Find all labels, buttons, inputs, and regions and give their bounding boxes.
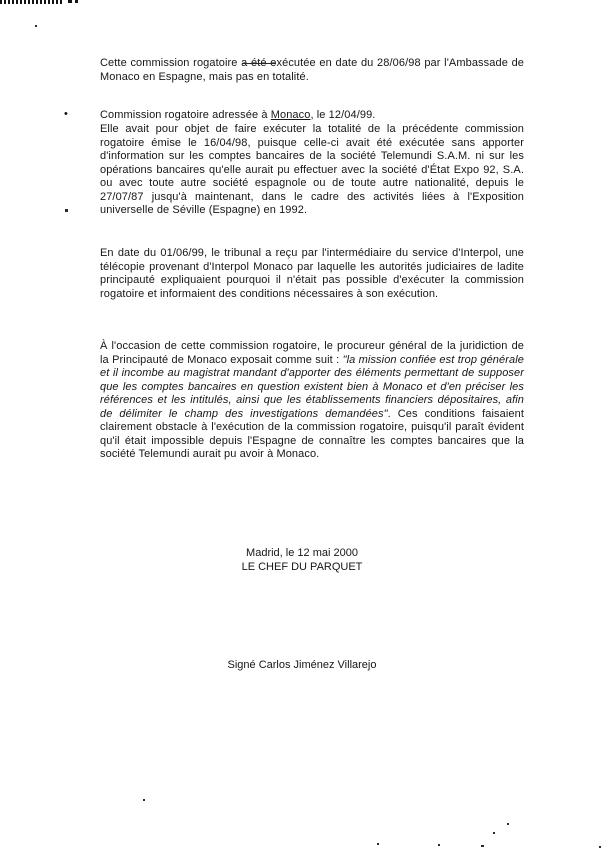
quoted-italic-text: "la mission confiée est trop générale et il incombe au magistrat mandant d'apporter des éléments permettant de supposer que les comptes bancaires en question existent bien à Monaco et d'en préciser les références et les intitulés, ainsi que les établissements financiers dépositaires, afin de délimiter le champ des investigations demandées" bbox=[100, 353, 524, 420]
dateline-block bbox=[152, 546, 452, 574]
scan-speck bbox=[377, 843, 379, 845]
paragraph-commission-object: Elle avait pour objet de faire exécuter la totalité de la précédente commission rogatoire émise le 16/04/98, puisque celle-ci avait été exécutée sans apporter d'information sur les comptes bancaires de la société Telemundi S.A.M. ni sur les opérations bancaires qu'elle aurait pu effectuer avec la société d'État Expo 92, S.A. ou avec toute autre société espagnole ou de toute autre nationalité, depuis le 27/07/87 jusqu'à maintenant, dans le cadre des activités liées à l'Exposition universelle de Séville (Espagne) en 1992. bbox=[100, 123, 524, 216]
paragraph-text: À l'occasion de cette commission rogatoire, le procureur général de la juridiction de la Principauté de Monaco exposait comme suit : bbox=[100, 340, 524, 366]
bullet-item-heading bbox=[100, 109, 524, 123]
scan-speck bbox=[65, 209, 68, 212]
signature-name-block bbox=[152, 658, 452, 672]
paragraph-interpol-fax: En date du 01/06/99, le tribunal a reçu par l'intermédiaire du service d'Interpol, une télécopie provenant d'Interpol Monaco par laquelle les autorités judiciaires de ladite principauté expliquaient pourquoi il n'était pas possible d'exécuter la commission rogatoire et informaient des conditions nécessaires à son exécution. bbox=[100, 247, 524, 300]
scan-speck bbox=[143, 799, 145, 801]
scan-artifact-dash bbox=[75, 0, 78, 3]
paragraph-execution-date bbox=[100, 57, 524, 84]
scan-speck bbox=[481, 845, 484, 847]
bullet-marker: • bbox=[64, 108, 68, 120]
scan-speck bbox=[599, 846, 601, 848]
struck-word: été bbox=[251, 57, 267, 69]
paragraph-text: exécutée en date du 28/06/98 par l'Ambassade de Monaco en Espagne, mais pas en totalité. bbox=[100, 57, 525, 83]
paragraph-procureur-quote bbox=[100, 340, 524, 462]
bullet-text: Commission rogatoire adressée à bbox=[100, 109, 271, 121]
scan-artifact-dotted-line bbox=[0, 0, 62, 4]
paragraph-text: Cette commission rogatoire a bbox=[100, 57, 252, 69]
dateline: Madrid, le 12 mai 2000 bbox=[246, 547, 358, 559]
paragraph-text: . Ces conditions faisaient clairement obstacle à l'exécution de la commission rogatoire, puisqu'il paraît évident qu'il était impossible depuis l'Espagne de connaître les comptes bancaires que la société Telemundi aurait pu avoir à Monaco. bbox=[100, 407, 525, 460]
signature-name: Signé Carlos Jiménez Villarejo bbox=[227, 659, 377, 671]
scan-speck bbox=[493, 832, 495, 834]
signature-title: LE CHEF DU PARQUET bbox=[241, 561, 363, 573]
scan-artifact-dash bbox=[68, 0, 72, 3]
scan-speck bbox=[35, 25, 37, 27]
underlined-place-name: Monaco bbox=[270, 109, 311, 121]
scan-speck bbox=[507, 823, 509, 825]
bullet-text: , le 12/04/99. bbox=[310, 109, 376, 121]
scan-speck bbox=[438, 844, 440, 846]
